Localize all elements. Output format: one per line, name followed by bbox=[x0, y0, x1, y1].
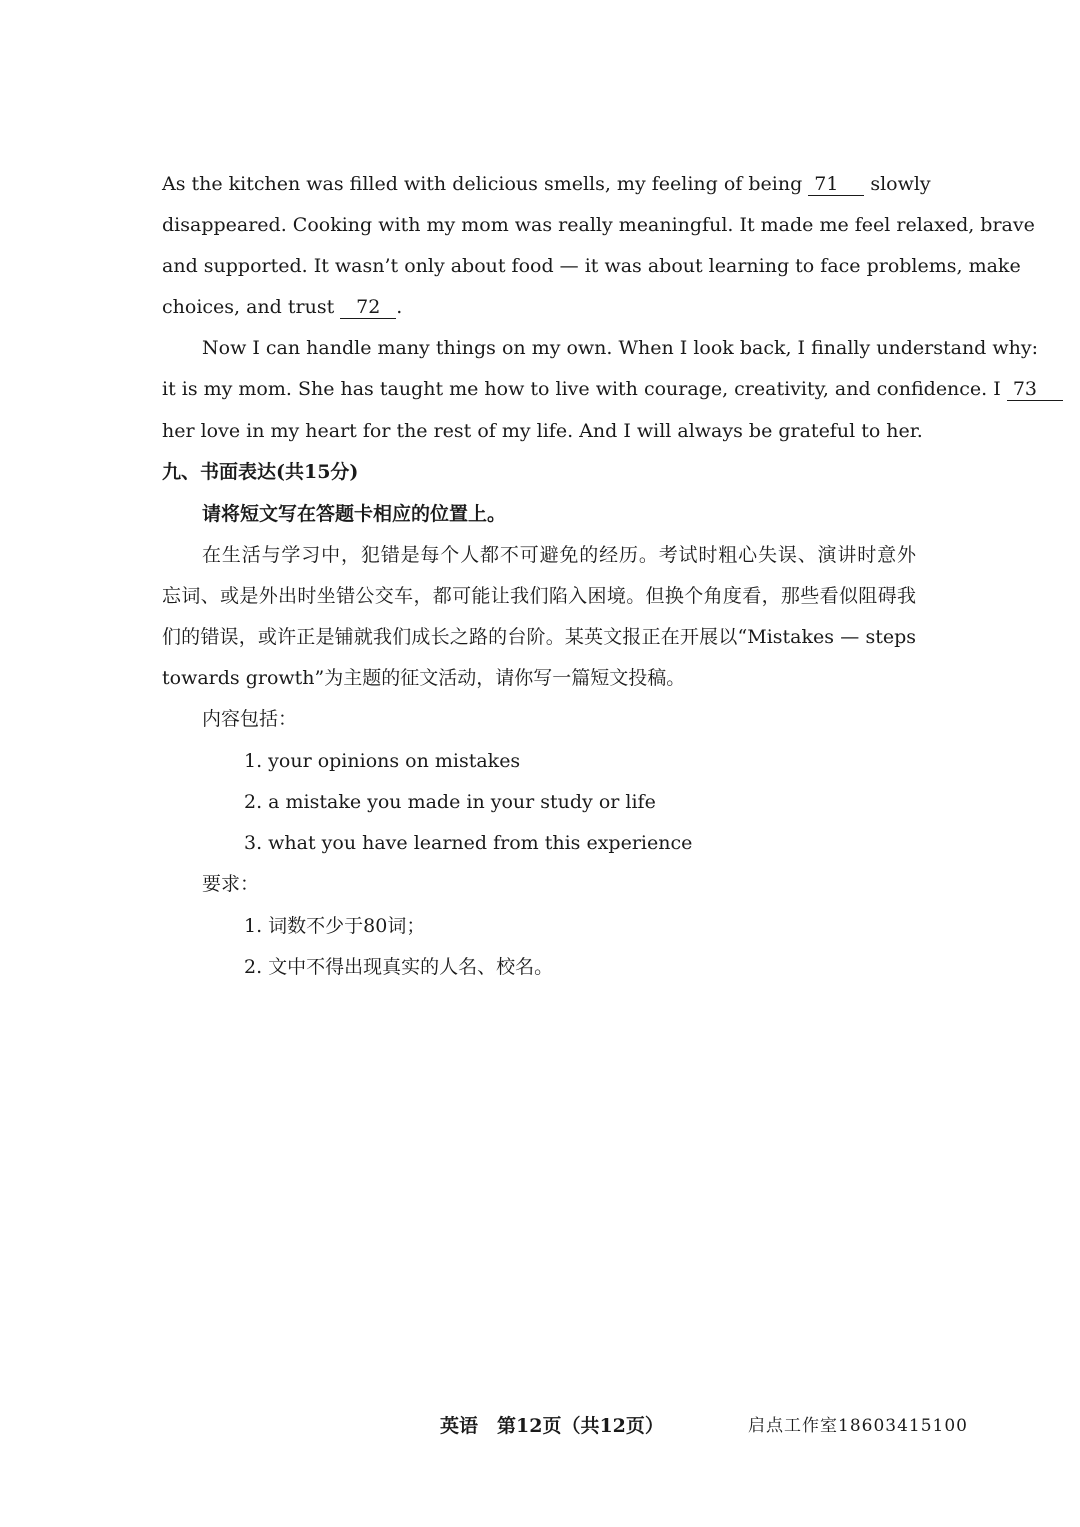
blank-73: 73 bbox=[1007, 378, 1063, 401]
prompt-line: 忘词、或是外出时坐错公交车，都可能让我们陷入困境。但换个角度看，那些看似阻碍我 bbox=[162, 585, 916, 607]
blank-72: 72 bbox=[340, 296, 396, 319]
requirement-item: 1. 词数不少于80词； bbox=[244, 915, 426, 937]
requirements-label: 要求： bbox=[202, 873, 260, 895]
passage-line bbox=[162, 294, 916, 320]
content-item: 1. your opinions on mistakes bbox=[244, 750, 521, 772]
page-footer: 英语 第12页（共12页） bbox=[440, 1415, 664, 1437]
passage-line bbox=[162, 171, 931, 197]
section-heading: 九、书面表达(共15分) bbox=[162, 461, 359, 483]
passage-text: choices, and trust bbox=[162, 296, 335, 318]
prompt-line: 在生活与学习中，犯错是每个人都不可避免的经历。考试时粗心失误、演讲时意外 bbox=[202, 544, 916, 566]
passage-line: and supported. It wasn’t only about food — it was about learning to face problems, make bbox=[162, 255, 1021, 277]
passage-text: it is my mom. She has taught me how to live with courage, creativity, and confidence. I bbox=[162, 378, 1001, 400]
passage-line: Now I can handle many things on my own. When I look back, I finally understand why: bbox=[202, 337, 1039, 359]
passage-text: As the kitchen was filled with delicious smells, my feeling of being bbox=[162, 173, 803, 195]
prompt-line: towards growth”为主题的征文活动，请你写一篇短文投稿。 bbox=[162, 667, 686, 689]
passage-text: slowly bbox=[870, 173, 931, 195]
studio-watermark: 启点工作室18603415100 bbox=[748, 1416, 968, 1436]
passage-text: . bbox=[396, 296, 403, 318]
prompt-line: 们的错误，或许正是铺就我们成长之路的台阶。某英文报正在开展以“Mistakes — steps bbox=[162, 626, 916, 648]
passage-line: her love in my heart for the rest of my life. And I will always be grateful to her. bbox=[162, 420, 923, 442]
requirement-item: 2. 文中不得出现真实的人名、校名。 bbox=[244, 956, 554, 978]
passage-line bbox=[162, 376, 1037, 402]
content-label: 内容包括： bbox=[202, 708, 298, 730]
passage-line: disappeared. Cooking with my mom was really meaningful. It made me feel relaxed, brave bbox=[162, 214, 1035, 236]
blank-71: 71 bbox=[808, 173, 864, 196]
content-item: 2. a mistake you made in your study or life bbox=[244, 791, 656, 813]
section-instruction: 请将短文写在答题卡相应的位置上。 bbox=[202, 503, 507, 525]
content-item: 3. what you have learned from this experience bbox=[244, 832, 693, 854]
